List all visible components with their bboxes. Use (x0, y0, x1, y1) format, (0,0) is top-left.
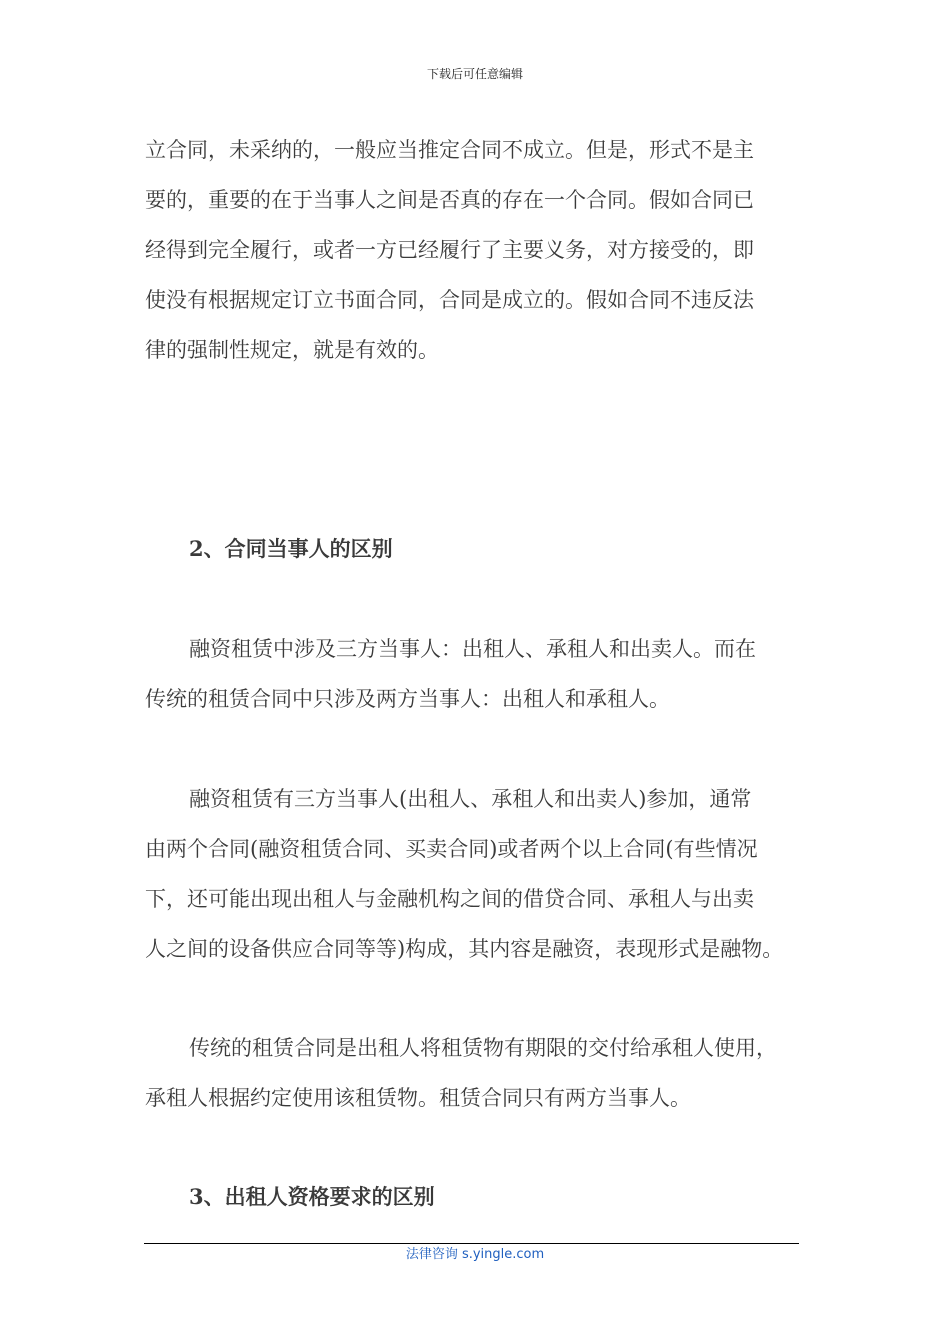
page-header: 下载后可任意编辑 (426, 67, 523, 81)
footer-divider (144, 1243, 799, 1244)
text-line: 下，还可能出现出租人与金融机构之间的借贷合同、承租人与出卖 (145, 887, 754, 911)
text-line: 使没有根据规定订立书面合同，合同是成立的。假如合同不违反法 (145, 288, 754, 312)
text-line: 要的，重要的在于当事人之间是否真的存在一个合同。假如合同已 (145, 188, 754, 212)
paragraph-finance-lease (145, 774, 805, 974)
text-line: 融资租赁中涉及三方当事人：出租人、承租人和出卖人。而在 (189, 637, 756, 661)
paragraph-continuation (145, 125, 805, 375)
text-line: 人之间的设备供应合同等等)构成，其内容是融资，表现形式是融物。 (145, 937, 784, 961)
section-heading-2 (145, 524, 805, 574)
text-line: 承租人根据约定使用该租赁物。租赁合同只有两方当事人。 (145, 1086, 691, 1110)
heading-text: 2、合同当事人的区别 (189, 536, 393, 561)
paragraph-traditional-lease (145, 1023, 805, 1123)
text-line: 传统的租赁合同中只涉及两方当事人：出租人和承租人。 (145, 687, 670, 711)
section-heading-3 (145, 1172, 805, 1222)
text-line: 融资租赁有三方当事人(出租人、承租人和出卖人)参加，通常 (189, 787, 752, 811)
paragraph-parties-intro (145, 624, 805, 724)
text-line: 立合同，未采纳的，一般应当推定合同不成立。但是，形式不是主 (145, 138, 754, 162)
page-footer-link[interactable]: 法律咨询 s.yingle.com (405, 1247, 545, 1262)
text-line: 经得到完全履行，或者一方已经履行了主要义务，对方接受的，即 (145, 238, 754, 262)
text-line: 由两个合同(融资租赁合同、买卖合同)或者两个以上合同(有些情况 (145, 837, 758, 861)
text-line: 律的强制性规定，就是有效的。 (145, 338, 439, 362)
text-line: 传统的租赁合同是出租人将租赁物有期限的交付给承租人使用， (189, 1036, 777, 1060)
heading-text: 3、出租人资格要求的区别 (189, 1184, 435, 1209)
